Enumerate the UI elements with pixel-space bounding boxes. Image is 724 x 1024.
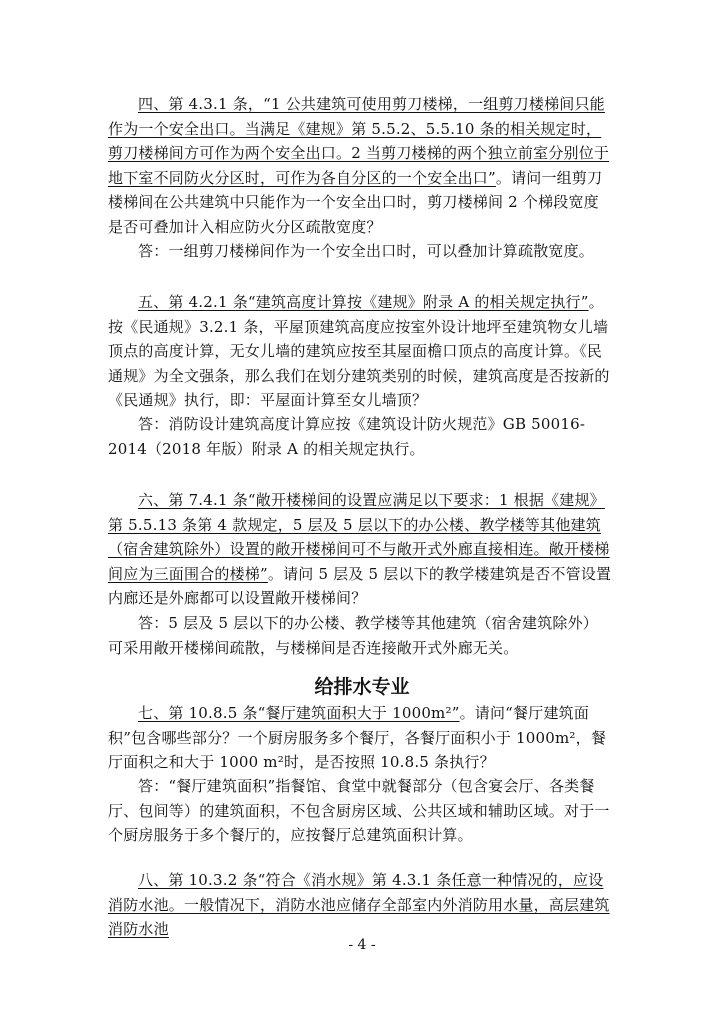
section-4-quote: 四、第 4.3.1 条，“1 公共建筑可使用剪刀楼梯，一组剪刀楼梯间只能作为一个安全出口。当满足《建规》第 5.5.2、5.5.10 条的相关规定时，剪刀楼梯间方可作为两个安全出口。2 当剪刀楼梯的两个独立前室分别位于地下室不同防火分区时，可作为各自分区的一个安全出口” [108,95,610,187]
section-4-question-text: 。请问一组剪刀楼梯间在公共建筑中只能作为一个安全出口时，剪刀楼梯间 2 个梯段宽度是否可叠加计入相应防火分区疏散宽度？ [108,168,603,236]
section-7-question-text: 。请问“餐厅建筑面积”包含哪些部分？一个厨房服务多个餐厅，各餐厅面积小于 1000m²，餐厅面积之和大于 1000 m²时，是否按照 10.8.5 条执行？ [108,704,607,771]
section-5-quote: 五、第 4.2.1 条“建筑高度计算按《建规》附录 A 的相关规定执行” [138,293,589,311]
section-5-question-text: 。按《民通规》3.2.1 条，平屋顶建筑高度应按室外设计地坪至建筑物女儿墙顶点的高度计算，无女儿墙的建筑应按至其屋面檐口顶点的高度计算。《民通规》为全文强条，那么我们在划分建筑类别的时候，建筑高度是否按新的《民通规》执行，即：平屋面计算至女儿墙顶？ [108,293,610,409]
section-4-question [108,92,612,239]
section-5-question [108,290,612,413]
page-number: - 4 - [348,937,376,953]
section-4-answer: 答：一组剪刀楼梯间作为一个安全出口时，可以叠加计算疏散宽度。 [138,242,595,260]
section-7-question [108,701,612,775]
section-8-quote: 八、第 10.3.2 条“符合《消水规》第 4.3.1 条任意一种情况的，应设消防水池。一般情况下，消防水池应储存全部室内外消防用水量，高层建筑消防水池 [108,871,610,938]
section-7-quote: 七、第 10.8.5 条“餐厅建筑面积大于 1000m²” [138,704,460,722]
section-7-answer: 答：“餐厅建筑面积”指餐馆、食堂中就餐部分（包含宴会厅、各类餐厅、包间等）的建筑面积，不包含厨房区域、公共区域和辅助区域。对于一个厨房服务于多个餐厅的，应按餐厅总建筑面积计算。 [108,777,610,844]
section-8-question [108,868,612,942]
section-heading: 给排水专业 [314,676,410,698]
section-6-question-text: 。请问 5 层及 5 层以下的教学楼建筑是否不管设置内廊还是外廊都可以设置敞开楼梯间？ [108,564,612,607]
section-5-answer: 答：消防设计建筑高度计算应按《建筑设计防火规范》GB 50016-2014（2018 年版）附录 A 的相关规定执行。 [108,415,586,458]
section-6-question [108,488,612,611]
section-6-answer: 答：5 层及 5 层以下的办公楼、教学楼等其他建筑（宿舍建筑除外）可采用敞开楼梯间疏散，与楼梯间是否连接敞开式外廊无关。 [108,614,598,657]
section-6-quote: 六、第 7.4.1 条“敞开楼梯间的设置应满足以下要求：1 根据《建规》第 5.5.13 条第 4 款规定，5 层及 5 层以下的办公楼、教学楼等其他建筑（宿舍建筑除外）设置的敞开楼梯间可不与敞开式外廊直接相连。敞开楼梯间应为三面围合的楼梯” [108,491,610,583]
